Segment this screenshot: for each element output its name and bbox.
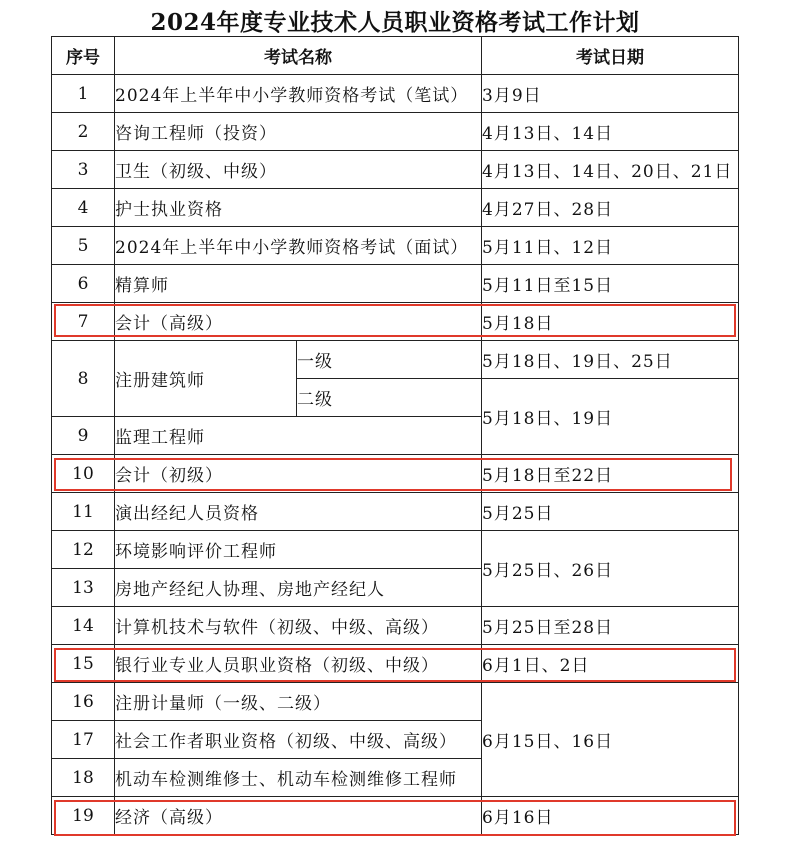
row-exam-name: 咨询工程师（投资） bbox=[115, 113, 482, 151]
row-no: 12 bbox=[52, 531, 115, 569]
table-row bbox=[52, 645, 739, 683]
table-row bbox=[52, 227, 739, 265]
table-row bbox=[52, 493, 739, 531]
row-no: 7 bbox=[52, 303, 115, 341]
row-no: 15 bbox=[52, 645, 115, 683]
row-no: 3 bbox=[52, 151, 115, 189]
row-exam-name: 精算师 bbox=[115, 265, 482, 303]
row-exam-date: 6月16日 bbox=[482, 797, 739, 835]
row-exam-name: 演出经纪人员资格 bbox=[115, 493, 482, 531]
row-no: 13 bbox=[52, 569, 115, 607]
row-exam-date: 5月18日、19日、25日 bbox=[482, 341, 739, 379]
row-exam-name: 社会工作者职业资格（初级、中级、高级） bbox=[115, 721, 482, 759]
row-no: 18 bbox=[52, 759, 115, 797]
row-exam-name: 护士执业资格 bbox=[115, 189, 482, 227]
row-no: 8 bbox=[52, 341, 115, 417]
row-no: 6 bbox=[52, 265, 115, 303]
table-row bbox=[52, 75, 739, 113]
table-row bbox=[52, 189, 739, 227]
table-row bbox=[52, 607, 739, 645]
table-header-row bbox=[52, 37, 739, 75]
row-exam-level: 二级 bbox=[297, 379, 482, 417]
row-exam-date: 5月25日、26日 bbox=[482, 531, 739, 607]
table-row bbox=[52, 113, 739, 151]
row-exam-name: 会计（初级） bbox=[115, 455, 482, 493]
row-exam-name: 卫生（初级、中级） bbox=[115, 151, 482, 189]
row-exam-name: 监理工程师 bbox=[115, 417, 482, 455]
header-no: 序号 bbox=[52, 37, 115, 75]
row-exam-date: 5月18日至22日 bbox=[482, 455, 739, 493]
row-exam-level: 一级 bbox=[297, 341, 482, 379]
row-exam-date: 4月13日、14日 bbox=[482, 113, 739, 151]
row-exam-name: 房地产经纪人协理、房地产经纪人 bbox=[115, 569, 482, 607]
row-no: 2 bbox=[52, 113, 115, 151]
row-exam-name: 注册建筑师 bbox=[115, 341, 297, 417]
table-row bbox=[52, 303, 739, 341]
row-exam-name: 2024年上半年中小学教师资格考试（面试） bbox=[115, 227, 482, 265]
row-exam-name: 环境影响评价工程师 bbox=[115, 531, 482, 569]
row-exam-date: 5月25日 bbox=[482, 493, 739, 531]
table-row bbox=[52, 683, 739, 721]
header-name: 考试名称 bbox=[115, 37, 482, 75]
row-exam-name: 2024年上半年中小学教师资格考试（笔试） bbox=[115, 75, 482, 113]
row-no: 19 bbox=[52, 797, 115, 835]
row-exam-name: 计算机技术与软件（初级、中级、高级） bbox=[115, 607, 482, 645]
page-title: 2024年度专业技术人员职业资格考试工作计划 bbox=[150, 9, 640, 36]
row-exam-date: 6月1日、2日 bbox=[482, 645, 739, 683]
row-no: 11 bbox=[52, 493, 115, 531]
row-no: 17 bbox=[52, 721, 115, 759]
table-row bbox=[52, 265, 739, 303]
row-exam-date: 5月18日、19日 bbox=[482, 379, 739, 455]
row-exam-name: 机动车检测维修士、机动车检测维修工程师 bbox=[115, 759, 482, 797]
row-exam-date: 5月11日至15日 bbox=[482, 265, 739, 303]
row-no: 16 bbox=[52, 683, 115, 721]
row-exam-date: 3月9日 bbox=[482, 75, 739, 113]
row-exam-name: 银行业专业人员职业资格（初级、中级） bbox=[115, 645, 482, 683]
row-exam-date: 4月27日、28日 bbox=[482, 189, 739, 227]
row-no: 10 bbox=[52, 455, 115, 493]
row-no: 9 bbox=[52, 417, 115, 455]
table-row bbox=[52, 455, 739, 493]
table-row bbox=[52, 797, 739, 835]
row-exam-name: 注册计量师（一级、二级） bbox=[115, 683, 482, 721]
table-row bbox=[52, 151, 739, 189]
row-no: 14 bbox=[52, 607, 115, 645]
row-exam-date: 5月25日至28日 bbox=[482, 607, 739, 645]
row-exam-date: 6月15日、16日 bbox=[482, 683, 739, 797]
exam-schedule-table bbox=[51, 36, 739, 835]
row-exam-date: 5月18日 bbox=[482, 303, 739, 341]
row-exam-date: 5月11日、12日 bbox=[482, 227, 739, 265]
table-row bbox=[52, 531, 739, 569]
header-date: 考试日期 bbox=[482, 37, 739, 75]
row-no: 5 bbox=[52, 227, 115, 265]
row-exam-name: 会计（高级） bbox=[115, 303, 482, 341]
row-exam-name: 经济（高级） bbox=[115, 797, 482, 835]
row-no: 4 bbox=[52, 189, 115, 227]
row-no: 1 bbox=[52, 75, 115, 113]
table-row bbox=[52, 341, 739, 379]
row-exam-date: 4月13日、14日、20日、21日 bbox=[482, 151, 739, 189]
